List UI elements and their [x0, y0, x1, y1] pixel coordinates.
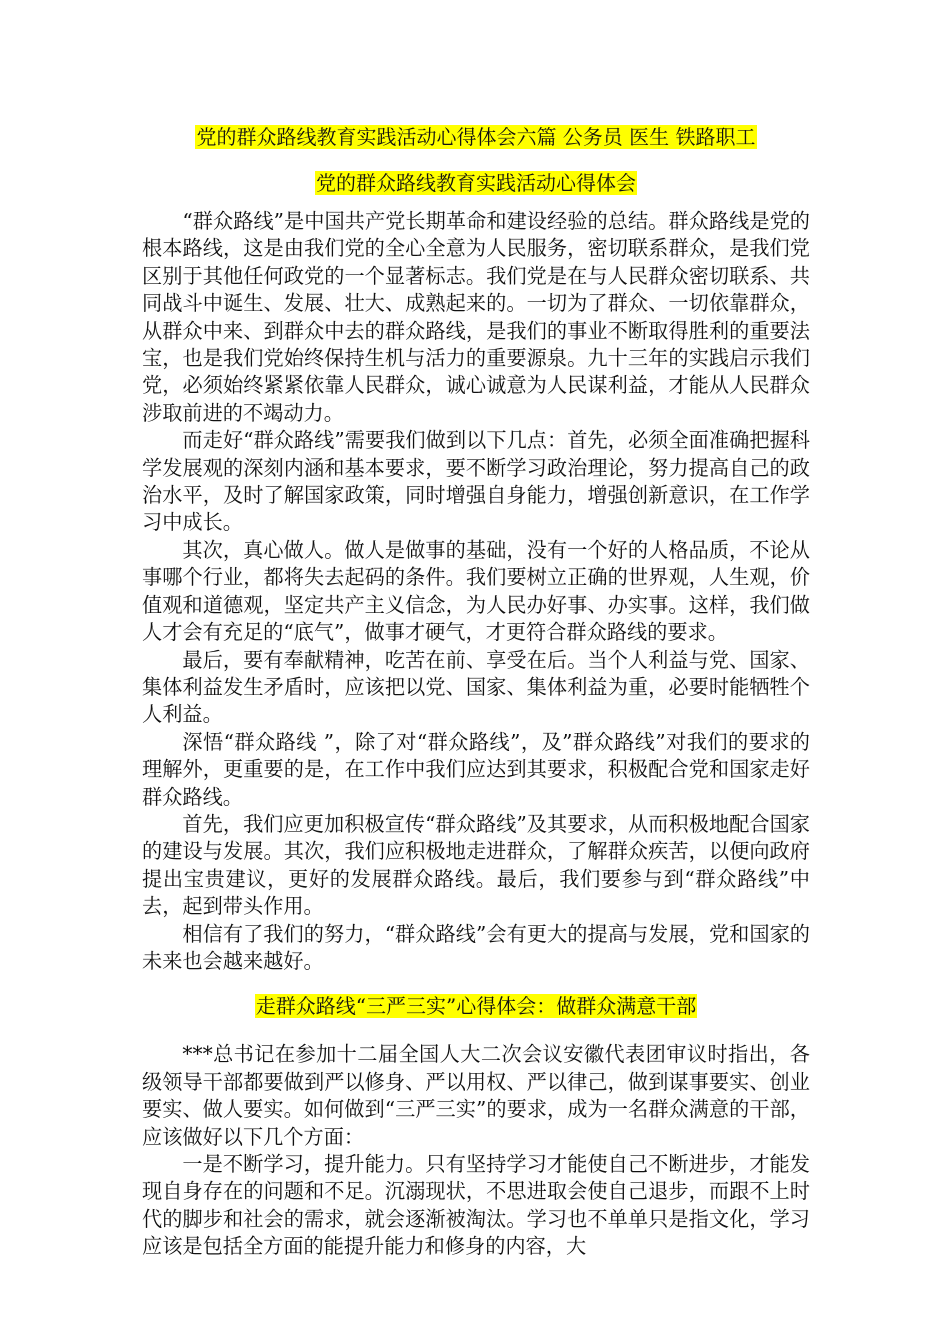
paragraph: 其次，真心做人。做人是做事的基础，没有一个好的人格品质，不论从事哪个行业，都将失去起码的条件。我们要树立正确的世界观，人生观，价值观和道德观，坚定共产主义信念，为人民办好事、办实事。这样，我们做人才会有充足的“底气”，做事才硬气，才更符合群众路线的要求。: [142, 537, 810, 645]
paragraph: 最后，要有奉献精神，吃苦在前、享受在后。当个人利益与党、国家、集体利益发生矛盾时，应该把以党、国家、集体利益为重，必要时能牺牲个人利益。: [142, 647, 810, 727]
paragraph: 一是不断学习，提升能力。只有坚持学习才能使自己不断进步，才能发现自身存在的问题和不足。沉溺现状，不思进取会使自己退步，而跟不上时代的脚步和社会的需求，就会逐渐被淘汰。学习也不单单只是指文化，学习应该是包括全方面的能提升能力和修身的内容，大: [142, 1152, 810, 1259]
section-2-body: [142, 1041, 810, 1260]
document-page: [142, 118, 810, 1261]
section-2-heading: [142, 991, 810, 1021]
paragraph: 首先，我们应更加积极宣传“群众路线”及其要求，从而积极地配合国家的建设与发展。其次，我们应积极地走进群众，了解群众疾苦，以便向政府提出宝贵建议，更好的发展群众路线。最后，我们要参与到“群众路线”中去，起到带头作用。: [142, 811, 810, 919]
section-1-body: [142, 208, 810, 975]
paragraph: 而走好“群众路线”需要我们做到以下几点：首先，必须全面准确把握科学发展观的深刻内涵和基本要求，要不断学习政治理论，努力提高自己的政治水平，及时了解国家政策，同时增强自身能力，增强创新意识，在工作学习中成长。: [142, 428, 810, 535]
paragraph: 相信有了我们的努力，“群众路线”会有更大的提高与发展，党和国家的未来也会越来越好。: [142, 921, 810, 973]
document-title-text: 党的群众路线教育实践活动心得体会六篇 公务员 医生 铁路职工: [196, 125, 756, 149]
paragraph: 深悟“群众路线 ”，除了对“群众路线”，及”群众路线”对我们的要求的理解外，更重要的是，在工作中我们应达到其要求，积极配合党和国家走好群众路线。: [142, 729, 810, 809]
section-1-heading: [142, 168, 810, 198]
paragraph: ***总书记在参加十二届全国人大二次会议安徽代表团审议时指出，各级领导干部都要做到严以修身、严以用权、严以律己，做到谋事要实、创业要实、做人要实。如何做到“三严三实”的要求，成为一名群众满意的干部，应该做好以下几个方面：: [142, 1042, 810, 1149]
section-2-heading-text: 走群众路线“三严三实”心得体会：做群众满意干部: [255, 994, 697, 1019]
paragraph: “群众路线”是中国共产党长期革命和建设经验的总结。群众路线是党的根本路线，这是由我们党的全心全意为人民服务，密切联系群众，是我们党区别于其他任何政党的一个显著标志。我们党是在与人民群众密切联系、共同战斗中诞生、发展、壮大、成熟起来的。一切为了群众、一切依靠群众，从群众中来、到群众中去的群众路线，是我们的事业不断取得胜利的重要法宝，也是我们党始终保持生机与活力的重要源泉。九十三年的实践启示我们党，必须始终紧紧依靠人民群众，诚心诚意为人民谋利益，才能从人民群众涉取前进的不竭动力。: [142, 209, 810, 425]
document-title: [142, 122, 810, 152]
section-1-heading-text: 党的群众路线教育实践活动心得体会: [316, 171, 636, 195]
